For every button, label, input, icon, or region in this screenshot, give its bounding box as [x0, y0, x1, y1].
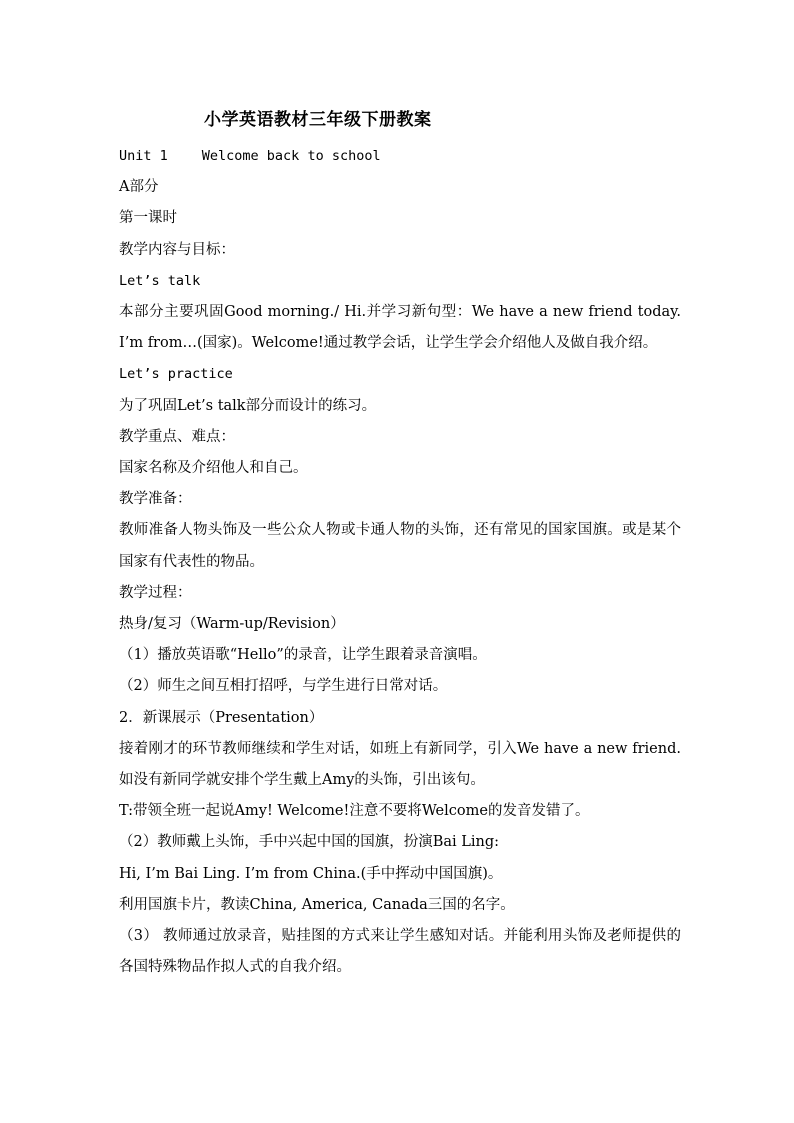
key-points-text: 国家名称及介绍他人和自己。: [119, 460, 308, 477]
section-label: A部分: [119, 179, 159, 196]
presentation-heading: 2．新课展示（Presentation）: [119, 709, 324, 726]
unit-title: Welcome back to school: [201, 148, 381, 164]
presentation-hi-line: Hi, I’m Bai Ling. I’m from China.(手中挥动中国国旗)。: [119, 865, 503, 882]
key-points-heading: 教学重点、难点：: [119, 428, 235, 445]
lets-practice-label: Let’s practice: [119, 366, 233, 383]
presentation-teacher-line: T:带领全班一起说Amy! Welcome!注意不要将Welcome的发音发错了。: [119, 803, 590, 820]
warmup-step-1: （1）播放英语歌“Hello”的录音，让学生跟着录音演唱。: [119, 647, 487, 664]
presentation-step-3: （3） 教师通过放录音，贴挂图的方式来让学生感知对话。并能利用头饰及老师提供的各国特殊物品作拟人式的自我介绍。: [119, 928, 681, 976]
unit-heading: [119, 141, 681, 172]
lesson-label: 第一课时: [119, 210, 177, 227]
lets-talk-label: Let’s talk: [119, 272, 201, 289]
warmup-step-2: （2）师生之间互相打招呼，与学生进行日常对话。: [119, 678, 448, 695]
unit-label: Unit 1: [119, 148, 168, 164]
content-heading: 教学内容与目标：: [119, 241, 235, 258]
presentation-flags-line: 利用国旗卡片，教读China, America, Canada三国的名字。: [119, 896, 515, 913]
practice-description: 为了巩固Let’s talk部分而设计的练习。: [119, 397, 377, 414]
prep-description: 教师准备人物头饰及一些公众人物或卡通人物的头饰，还有常见的国家国旗。或是某个国家有代表性的物品。: [119, 522, 681, 570]
presentation-step-2: （2）教师戴上头饰，手中兴起中国的国旗，扮演Bai Ling:: [119, 834, 500, 851]
warmup-heading: 热身/复习（Warm-up/Revision）: [119, 616, 345, 633]
presentation-description: 接着刚才的环节教师继续和学生对话，如班上有新同学，引入We have a new friend.如没有新同学就安排个学生戴上Amy的头饰，引出该句。: [119, 740, 681, 789]
prep-heading: 教学准备：: [119, 491, 192, 508]
talk-description: 本部分主要巩固Good morning./ Hi.并学习新句型：We have a new friend today.I’m from…(国家)。Welcome!通过教学会话，让学生学会介绍他人及做自我介绍。: [119, 304, 681, 352]
document-body: [119, 141, 681, 983]
document-title: 小学英语教材三年级下册教案: [204, 110, 432, 130]
process-heading: 教学过程：: [119, 584, 192, 601]
